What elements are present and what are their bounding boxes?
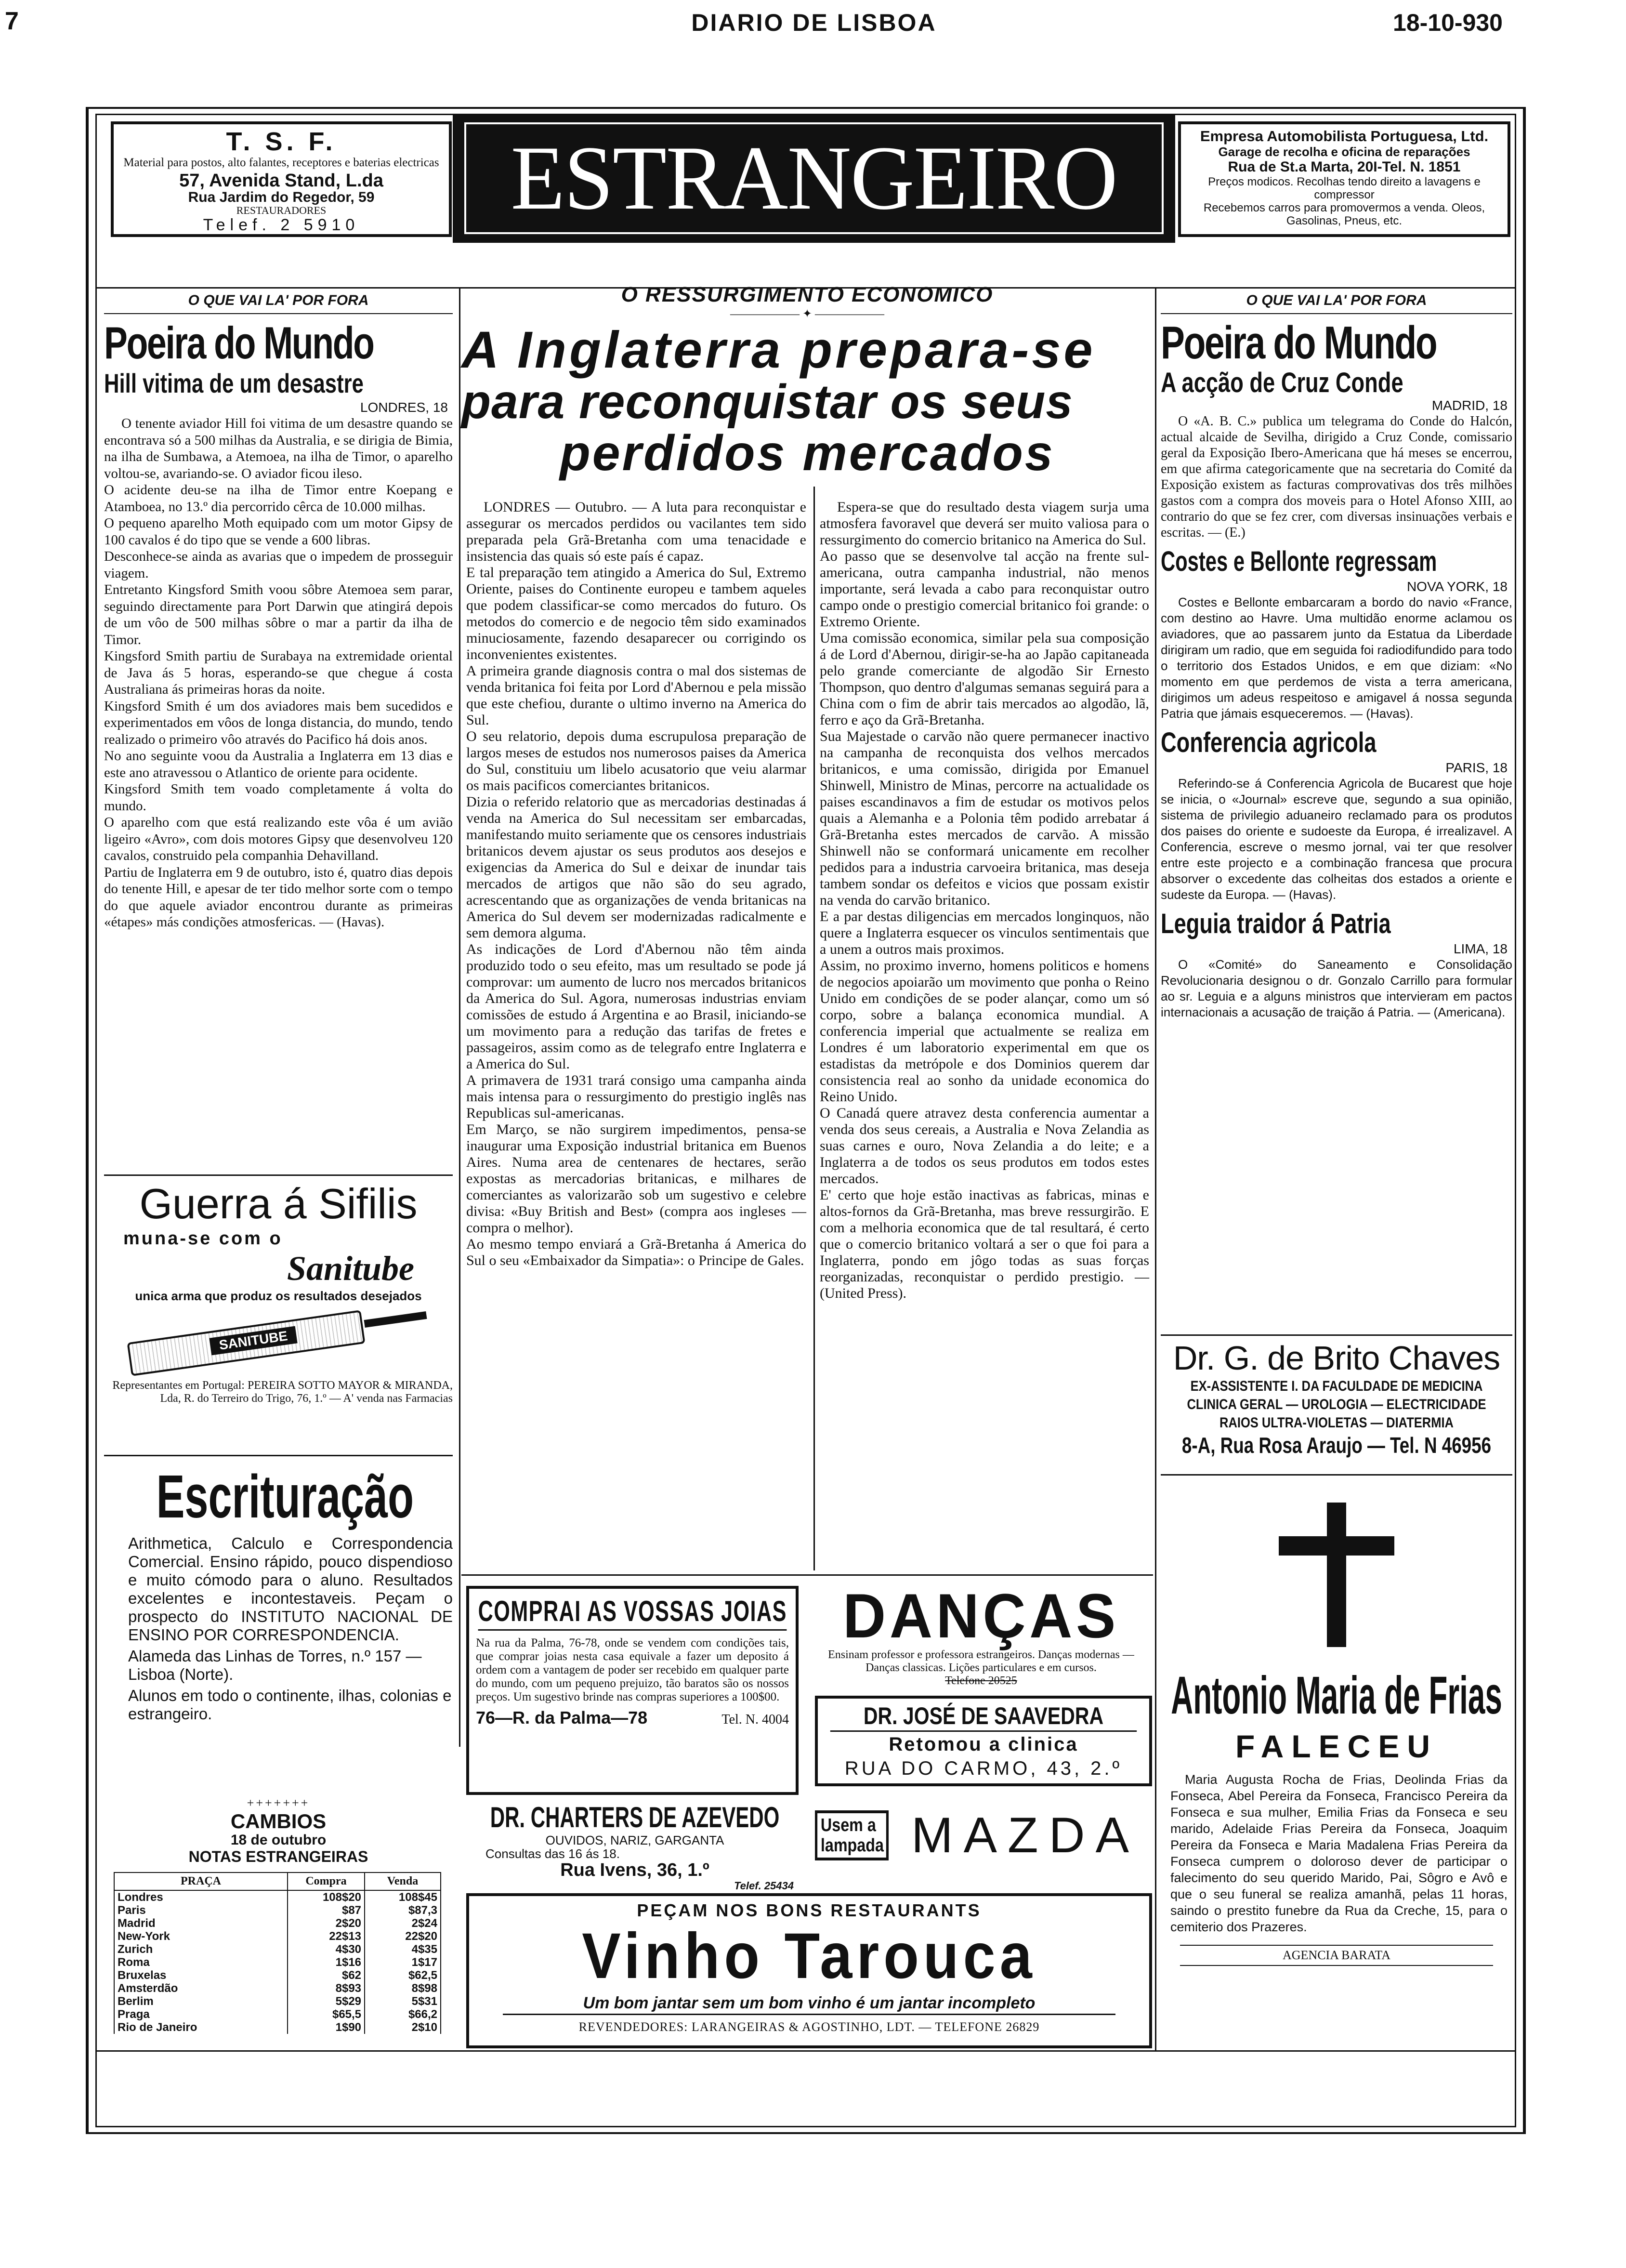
center-kicker: O RESSURGIMENTO ECONOMICO	[621, 283, 994, 306]
ad-vinho-title: Vinho Tarouca	[582, 1920, 1036, 1992]
ad-saavedra-line1: Retomou a clinica	[889, 1734, 1078, 1755]
ad-mazda-left: Usem a lampada	[815, 1810, 889, 1860]
cambios-col-venda: Venda	[365, 1872, 441, 1890]
ad-vinho-foot: REVENDEDORES: LARANGEIRAS & AGOSTINHO, LDT. — TELEFONE 26829	[578, 2020, 1040, 2034]
ad-auto-line4: Preços modicos. Recolhas tendo direito a lavagens e compressor	[1208, 175, 1481, 201]
ad-dancas-body: Ensinam professor e professora estrangeiros. Danças modernas — Danças classicas. Lições particulares e em cursos.	[828, 1648, 1134, 1674]
cambios-venda: $62,5	[365, 1969, 441, 1982]
right-d1: MADRID, 18	[1431, 398, 1508, 413]
cambios-praca: Amsterdão	[114, 1982, 288, 1995]
cambios-venda: $87,3	[365, 1904, 441, 1917]
cambios-praca: Rio de Janeiro	[114, 2021, 288, 2034]
right-column	[1161, 292, 1512, 1020]
right-b3: Referindo-se á Conferencia Agricola de Bucarest que hoje se inicia, o «Journal» escreve que, segundo a sua opinião, sistema de privilegio aduaneiro reclamado para os produtos dos paises do oriente e sudoeste da Europa, é irrealizavel. A Conferencia, escreve o mesmo jornal, vai ter que resolver entre este projecto e a combinação francesa que procura absorver o excedente das colheitas dos estados a oriente e sudeste da Europa. — (Havas).	[1161, 776, 1512, 902]
ad-auto-line5: Recebemos carros para promovermos a venda. Oleos, Gasolinas, Pneus, etc.	[1203, 201, 1485, 227]
cambios-praca: Roma	[114, 1956, 288, 1969]
ad-mazda	[815, 1792, 1152, 1879]
cambios-praca: New-York	[114, 1930, 288, 1943]
ad-escrit-title: Escrituração	[156, 1463, 414, 1530]
cambios-praca: Berlim	[114, 1995, 288, 2008]
ad-charters-tel: Telef. 25434	[734, 1880, 794, 1892]
ad-charters-line1: OUVIDOS, NARIZ, GARGANTA	[545, 1833, 724, 1847]
cambios-compra: 1$16	[288, 1956, 365, 1969]
cambios-row	[114, 1917, 441, 1930]
cambios-venda: 2$10	[365, 2021, 441, 2034]
cambios-col-praca: PRAÇA	[114, 1872, 288, 1890]
ad-charters-line2: Consultas das 16 ás 18.	[485, 1846, 620, 1861]
ad-vinho	[466, 1893, 1152, 2048]
center-col-1	[466, 499, 806, 1269]
ad-escrit-foot: Alunos em todo o continente, ilhas, colonias e estrangeiro.	[128, 1687, 452, 1723]
tube-nozzle	[364, 1311, 427, 1328]
cambios-venda: 8$98	[365, 1982, 441, 1995]
ad-dancas-tel: Telefone 20525	[945, 1675, 1017, 1687]
right-b2: Costes e Bellonte embarcaram a bordo do navio «France, com destino ao Havre. Uma multidão enorme aclamou os aviadores, que ao passarem junto da Estatua da Liberdade dirigiram um radio, que em seguida foi radiodifundido para todo o territorio dos Estados Unidos, e em que diziam: «No momento em que perdemos de vista a terra americana, dirigimos um adeus respeitoso e amigavel á nossa segunda Patria que jámais esqueceremos. — (Havas).	[1161, 595, 1512, 721]
cambios-praca: Bruxelas	[114, 1969, 288, 1982]
right-d2: NOVA YORK, 18	[1406, 579, 1508, 594]
cambios-col-compra: Compra	[288, 1872, 365, 1890]
right-d4: LIMA, 18	[1453, 941, 1508, 956]
cambios-header-row	[114, 1872, 441, 1890]
center-ads-rule	[461, 1574, 1153, 1576]
cambios-venda: 22$20	[365, 1930, 441, 1943]
section-banner-title: ESTRANGEIRO	[511, 128, 1117, 229]
ad-escrituracao	[104, 1455, 453, 1723]
obit-status: FALECEU	[1235, 1728, 1438, 1764]
ad-sifilis-brand: Sanitube	[287, 1249, 414, 1288]
ad-joias-tel: Tel. N. 4004	[721, 1712, 789, 1727]
column-rule-3	[1155, 287, 1156, 2050]
right-b1: O «A. B. C.» publica um telegrama do Conde do Halcón, actual alcaide de Sevilha, dirigido a Cruz Conde, comissario geral da Exposição Ibero-Americana que há meses se encerrou, em que afirma categoricamente que na secretaria do Comité da Exposição existem as facturas comprovativas dos três milhões gastos com a compra dos moveis para o Hotel Afonso XIII, ao contrario do que se fez crer, com diversas insinuações verbais e escritas. — (E.)	[1161, 414, 1512, 540]
obit-name: Antonio Maria de Frias	[1171, 1666, 1502, 1725]
ad-tsf-address: 57, Avenida Stand, L.da	[179, 171, 383, 191]
ad-sifilis	[104, 1174, 453, 1405]
cambios-compra: $65,5	[288, 2008, 365, 2021]
right-h3: Conferencia agricola	[1161, 727, 1377, 758]
column-rule-1	[459, 287, 460, 1747]
ad-brito-l4: 8-A, Rua Rosa Araujo — Tel. N 46956	[1181, 1433, 1492, 1458]
right-kicker-rule	[1161, 313, 1512, 314]
ad-vinho-top: PEÇAM NOS BONS RESTAURANTS	[637, 1900, 982, 1920]
ad-brito	[1161, 1334, 1512, 1458]
cambios-row	[114, 1904, 441, 1917]
ad-sifilis-title: Guerra á Sifilis	[139, 1180, 418, 1227]
obit-body: Maria Augusta Rocha de Frias, Deolinda Frias da Fonseca, Abel Pereira da Fonseca, Francisco Pereira da Fonseca e sua mulher, Emilia Frias da Fonseca e seu marido, Adelaide Frias Pereira da Fonseca, Joaquim Pereira da Fonseca e Maria Madalena Frias Pereira da Fonseca cumprem o doloroso dever de participar o falecimento do seu querido Marido, Pai, Sôgro e Avô e que o seu funeral se realiza amanhã, pelas 11 horas, saindo o prestito funebre da Rua da Creche, 15, para o cemiterio dos Prazeres.	[1170, 1772, 1508, 1934]
cambios-title: CAMBIOS	[230, 1810, 327, 1833]
left-kicker-rule	[104, 313, 453, 314]
masthead: DIARIO DE LISBOA	[691, 9, 937, 36]
ad-charters-addr: Rua Ivens, 36, 1.º	[560, 1860, 709, 1880]
cambios-table	[114, 1872, 441, 2034]
ad-dancas-title: DANÇAS	[843, 1581, 1119, 1651]
cambios-body	[114, 1890, 441, 2034]
cambios-compra: 2$20	[288, 1917, 365, 1930]
ad-sifilis-rep: Representantes em Portugal: PEREIRA SOTTO MAYOR & MIRANDA, Lda, R. do Terreiro do Trigo, 76, 1.º — A' venda nas Farmacias	[112, 1379, 453, 1405]
ad-tsf-phone: Telef. 2 5910	[203, 216, 360, 234]
ad-dancas	[809, 1580, 1153, 1691]
center-headline-3: perdidos mercados	[560, 425, 1055, 481]
ad-saavedra-line2: RUA DO CARMO, 43, 2.º	[844, 1758, 1123, 1779]
right-kicker: O QUE VAI LA' POR FORA	[1246, 292, 1427, 308]
ad-charters-name: DR. CHARTERS DE AZEVEDO	[490, 1801, 780, 1833]
cambios-praca: Praga	[114, 2008, 288, 2021]
cambios-compra: $62	[288, 1969, 365, 1982]
ad-tsf-line1: Material para postos, alto falantes, receptores e baterias electricas	[123, 156, 439, 169]
page-date: 18-10-930	[1393, 9, 1503, 36]
ad-sifilis-line2: unica arma que produz os resultados desejados	[135, 1289, 422, 1303]
cambios-row	[114, 1956, 441, 1969]
cambios-praca: Paris	[114, 1904, 288, 1917]
cambios-row	[114, 1969, 441, 1982]
left-title: Poeira do Mundo	[104, 317, 374, 368]
cambios-venda: 1$17	[365, 1956, 441, 1969]
cambios-row	[114, 2021, 441, 2034]
cambios-praca: Londres	[114, 1890, 288, 1904]
obit-agency: AGENCIA BARATA	[1180, 1945, 1493, 1966]
ad-saavedra-name: DR. JOSÉ DE SAAVEDRA	[830, 1701, 1137, 1732]
ad-joias	[466, 1586, 799, 1795]
left-kicker: O QUE VAI LA' POR FORA	[188, 292, 369, 308]
center-article-col2: Espera-se que do resultado desta viagem surja uma atmosfera favoravel que deverá ser muito valiosa para o ressurgimento do comercio britanico na America do Sul. Ao passo que se desenvolve tal acção na frente sul-americana, outra campanha industrial, não menos importante, será levada a cabo para reconquistar outro campo onde o prestigio comercial britanico foi grande: o Extremo Oriente. Uma comissão economica, similar pela sua composição á de Lord d'Abernou, dirigir-se-ha ao Japão capitaneada pelo grande comerciante de algodão Sir Ernesto Thompson, quo dentro d'algumas semanas seguirá para a China com o fim de abrir tais mercados ao algodão, lã, ferro e aço da Grã-Bretanha. Sua Majestade o carvão não quere permanecer inactivo na campanha de reconquista dos velhos mercados britanicos, e uma comissão, dirigida por Emanuel Shinwell, Ministro de Minas, percorre na actualidade os paises escandinavos a fim de estudar os motivos pelos quais a Alemanha e a Polonia têm podido arrebatar á Grã-Bretanha estes mercados de carvão. A missão Shinwell não se conformará unicamente em recolher pedidos para a industria carvoeira britanica, mas deseja tambem sondar os defeitos e vicios que possam existir na venda do carvão britanico. E a par destas diligencias em mercados longinquos, não quere a Inglaterra esquecer os vinculos sentimentais que a unem a outros mais proximos. Assim, no proximo inverno, homens politicos e homens de negocios apoiarão um movimento que ponha o Reino Unido em condições de se poder alançar, como um só corpo, sobre a balança economica mundial. A conferencia imperial que actualmente se realiza em Londres é um laboratorio experimental em que os estadistas da metrópole e dos Dominios querem dar consistencia real ao sonho da unidade economica do Reino Unido. O Canadá quere atravez desta conferencia aumentar a venda dos seus cereais, a Australia e Nova Zelandia as suas carnes e ouro, Nova Zelandia a do leite; e a Inglaterra a de todos os seus produtos em todos estes mercados. E' certo que hoje estão inactivas as fabricas, minas e altos-fornos da Grã-Bretanha, mas breve ressurgirão. E com a melhoria economica que de tal resultará, é certo que o comercio britanico voltará a ser o que foi para a Inglaterra, pondo em jôgo todas as suas forças reorganizadas, reconquistar o perdido prestigio. — (United Press).	[820, 499, 1149, 1301]
ad-auto-line2: Garage de recolha e oficina de reparações	[1218, 145, 1470, 159]
tube-label: SANITUBE	[209, 1326, 297, 1356]
ad-tsf	[111, 121, 452, 237]
tube-illustration	[104, 1307, 453, 1379]
footer-rule	[95, 2050, 1516, 2052]
section-banner	[453, 114, 1175, 243]
right-h2: Costes e Bellonte regressam	[1161, 546, 1437, 577]
cambios-compra: 1$90	[288, 2021, 365, 2034]
cambios-date: 18 de outubro	[230, 1832, 327, 1848]
ad-auto-line1: Empresa Automobilista Portuguesa, Ltd.	[1200, 128, 1489, 145]
cambios-row	[114, 1982, 441, 1995]
center-kicker-ornament: —————— ✦ ——————	[730, 308, 885, 320]
ad-joias-body: Na rua da Palma, 76-78, onde se vendem com condições tais, que comprar joias nesta casa equivale a fazer um deposito á ordem com a vantagem de poder ser recebido em qualquer parte do mundo, com um pequeno prejuizo, tão baratos são os nossos preços. Um sugestivo brinde nas compras superiores a 100$00.	[476, 1636, 789, 1703]
column-rule-2	[813, 487, 815, 1570]
cambios-venda: 2$24	[365, 1917, 441, 1930]
right-b4: O «Comité» do Saneamento e Consolidação Revolucionaria designou o dr. Gonzalo Carrillo para formular ao sr. Leguia e a alguns ministros que intervieram em pactos internacionais a acusação de traição á Patria. — (Americana).	[1161, 957, 1512, 1019]
center-headline-1: A Inglaterra prepara-se	[461, 320, 1096, 379]
ad-joias-addr: 76—R. da Palma—78	[476, 1708, 648, 1727]
ad-joias-title: COMPRAI AS VOSSAS JOIAS	[478, 1594, 787, 1631]
ad-tsf-address2: Rua Jardim do Regedor, 59	[188, 189, 375, 205]
ad-tsf-title: T. S. F.	[226, 127, 337, 156]
ad-auto-line3: Rua de St.a Marta, 20I-Tel. N. 1851	[1228, 159, 1461, 175]
cambios-row	[114, 1930, 441, 1943]
left-dateline: LONDRES, 18	[360, 400, 448, 415]
ad-auto	[1178, 121, 1510, 237]
cambios-praca: Madrid	[114, 1917, 288, 1930]
ad-brito-l2: CLINICA GERAL — UROLOGIA — ELECTRICIDADE	[1187, 1397, 1486, 1412]
ad-vinho-tag: Um bom jantar sem um bom vinho é um jantar incompleto	[503, 1992, 1115, 2015]
cambios-compra: 108$20	[288, 1890, 365, 1904]
obituary	[1161, 1474, 1512, 2043]
cambios-row	[114, 1943, 441, 1956]
cambios-row	[114, 1890, 441, 1904]
cambios-row	[114, 2008, 441, 2021]
cambios-compra: 4$30	[288, 1943, 365, 1956]
page-number: 7	[5, 7, 19, 35]
cambios-venda: 108$45	[365, 1890, 441, 1904]
right-h4: Leguia traidor á Patria	[1161, 908, 1391, 939]
ad-charters	[466, 1801, 803, 1892]
cambios-subtitle: NOTAS ESTRANGEIRAS	[188, 1848, 368, 1865]
cambios-ornament: +++++++	[247, 1796, 310, 1810]
center-headline-2: para reconquistar os seus	[461, 375, 1073, 429]
cambios-venda: 4$35	[365, 1943, 441, 1956]
ad-tsf-note: RESTAURADORES	[236, 204, 327, 216]
right-h1: A acção de Cruz Conde	[1161, 367, 1403, 398]
center-article-col1: LONDRES — Outubro. — A luta para reconquistar e assegurar os mercados perdidos ou vacilantes tem sido preparada pela Grã-Bretanha com uma tenacidade e insistencia das quais só este país é capaz. E tal preparação tem atingido a America do Sul, Extremo Oriente, paises do Continente europeu e tambem aqueles que podem classificar-se como mercados do futuro. Os metodos do comercio e de negocio têm sido examinados minuciosamente, fazendo desaparecer ou corrigindo os inconvenientes existentes. A primeira grande diagnosis contra o mal dos sistemas de venda britanica foi feita por Lord d'Abernou e pela missão que este chefiou, durante o ultimo inverno na America do Sul. O seu relatorio, depois duma escrupulosa preparação de largos meses de estudos nos numerosos paises da America do Sul, constituiu um libelo acusatorio que veiu alarmar os mais pacificos comerciantes britanicos. Dizia o referido relatorio que as mercadorias destinadas á venda na America do Sul necessitam ser embarcadas, manifestando muito seriamente que os censores industriais britanicos devem ajustar os seus produtos aos desejos e exigencias da America do Sul e deixar de inundar tais mercados de artigos que não são do seu agrado, acrescentando que as organizações de venda britanicas na America do Sul devem ser modernizadas radicalmente e sem demora alguma. As indicações de Lord d'Abernou não têm ainda produzido todo o seu efeito, mas um resultado se pode já comprovar: um aumento de lucro nos mercados britanicos da America do Sul. Agora, numerosas industrias enviam comissões de estudo á Argentina e ao Brasil, iniciando-se um movimento para a redução das tarifas de fretes e passageiros, assim como as de telegrafo entre Inglaterra e a America do Sul. A primavera de 1931 trará consigo uma campanha ainda mais intensa para o ressurgimento do prestigio inglês nas Republicas sul-americanas. Em Março, se não surgirem impedimentos, pensa-se inaugurar uma Exposição industrial britanica em Buenos Aires. Numa area de centenares de hectares, serão expostas as mercadorias britanicas, e milhares de comerciantes as valorizarão sob um sugestivo e celebre divisa: «Buy British and Best» (compra aos ingleses — compra o melhor). Ao mesmo tempo enviará a Grã-Bretanha á America do Sul o seu «Embaixador da Simpatia»: o Principe de Gales.	[466, 499, 806, 1268]
cambios-row	[114, 1995, 441, 2008]
cambios-venda: 5$31	[365, 1995, 441, 2008]
cambios-compra: 5$29	[288, 1995, 365, 2008]
left-article-body: O tenente aviador Hill foi vitima de um desastre quando se encontrava só a 500 milhas da Australia, e se dirigia de Bimia, na ilha de Sumbawa, a Atemoea, na ilha de Timor, o aparelho voltou-se, avariando-se. O aviador ficou ileso. O acidente deu-se na ilha de Timor entre Koepang e Atamboea, no 13.º dia percorrido cêrca de 10.000 milhas. O pequeno aparelho Moth equipado com um motor Gipsy de 100 cavalos é do tipo que se vende a 600 libras. Desconhece-se ainda as avarias que o impedem de prosseguir viagem. Entretanto Kingsford Smith voou sôbre Atemoea sem parar, seguindo directamente para Port Darwin que atingirá depois de um vôo de 500 milhas sôbre o mar a partir da ilha de Timor. Kingsford Smith partiu de Surabaya na extremidade oriental de Java ás 5 horas, esperando-se que chegue á costa Australiana ás primeiras horas da noite. Kingsford Smith é um dos aviadores mais bem sucedidos e experimentados em vôos de longa distancia, do mundo, tendo realizado o primeiro vôo através do Pacifico há dois anos. No ano seguinte voou da Australia a Inglaterra em 13 dias e este ano atravessou o Atlantico de oriente para ocidente. Kingsford Smith tem voado completamente á volta do mundo. O aparelho com que está realizando este vôa é um avião ligeiro «Avro», com dois motores Gipsy que desenvolveu 120 cavalos, construido pela companhia Dehavilland. Partiu de Inglaterra em 9 de outubro, isto é, quatro dias depois do tenente Hill, e apesar de ter tido melhor sorte com o tempo do que aquele aviador encontrou durante as primeiras «étapes» más condições atmosfericas. — (Havas).	[104, 416, 453, 930]
left-headline: Hill vitima de um desastre	[104, 368, 364, 398]
ad-brito-name: Dr. G. de Brito Chaves	[1173, 1339, 1500, 1377]
ad-brito-l3: RAIOS ULTRA-VIOLETAS — DIATERMIA	[1220, 1415, 1454, 1431]
cambios	[104, 1796, 453, 2034]
right-title: Poeira do Mundo	[1161, 317, 1437, 369]
center-header	[461, 280, 1153, 480]
cambios-compra: 22$13	[288, 1930, 365, 1943]
section-banner-inner	[464, 122, 1164, 234]
right-d3: PARIS, 18	[1445, 760, 1508, 775]
cambios-venda: $66,2	[365, 2008, 441, 2021]
ad-escrit-body: Arithmetica, Calculo e Correspondencia Comercial. Ensino rápido, pouco dispendioso e muito cómodo para o aluno. Resultados excelentes e incontestaveis. Peçam o prospecto do INSTITUTO NACIONAL DE ENSINO POR CORRESPONDENCIA.	[128, 1534, 453, 1644]
ad-sifilis-line1: muna-se com o	[123, 1228, 283, 1249]
cambios-praca: Zurich	[114, 1943, 288, 1956]
left-column	[104, 292, 453, 931]
ad-escrit-addr: Alameda das Linhas de Torres, n.º 157 — Lisboa (Norte).	[128, 1647, 422, 1683]
ad-brito-l1: EX-ASSISTENTE I. DA FACULDADE DE MEDICINA	[1190, 1378, 1483, 1394]
cambios-compra: 8$93	[288, 1982, 365, 1995]
ad-joias-footer	[476, 1708, 789, 1728]
cambios-compra: $87	[288, 1904, 365, 1917]
center-col-2	[820, 499, 1149, 1302]
cross-icon	[1279, 1503, 1394, 1647]
ad-saavedra	[815, 1696, 1152, 1786]
ad-mazda-brand: MAZDA	[911, 1807, 1140, 1863]
